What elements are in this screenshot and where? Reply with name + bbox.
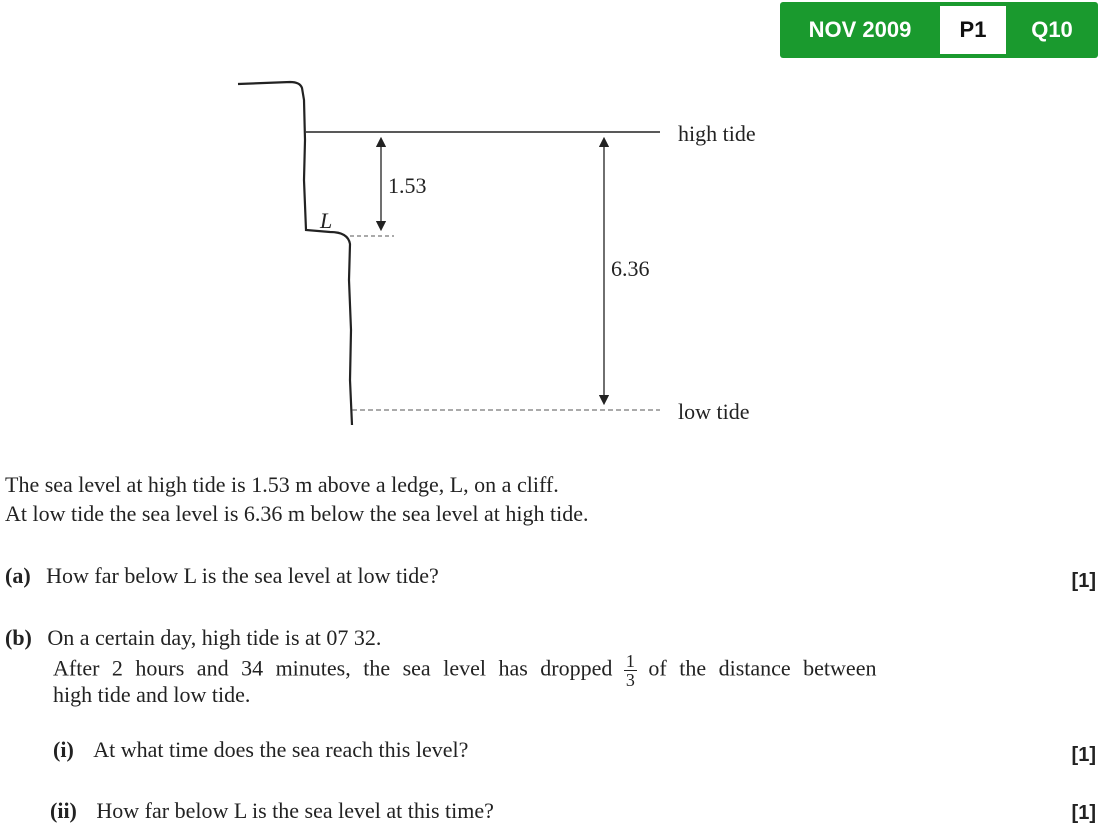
part-b-ii-text: How far below L is the sea level at this time?	[96, 798, 494, 823]
badge-session: NOV 2009	[808, 17, 912, 42]
part-b-i-label: (i)	[53, 737, 74, 762]
part-b-text-2b: of the distance between	[648, 655, 877, 681]
intro-line-2: At low tide the sea level is 6.36 m below the sea level at high tide.	[5, 501, 589, 526]
part-b-text-1: On a certain day, high tide is at 07 32.	[47, 625, 382, 650]
part-b-ii	[50, 796, 494, 825]
part-a-text: How far below L is the sea level at low tide?	[46, 563, 439, 588]
intro-line-1: The sea level at high tide is 1.53 m above a ledge, L, on a cliff.	[5, 472, 559, 497]
one-third-fraction	[624, 652, 637, 689]
part-b-i-text: At what time does the sea reach this level?	[93, 737, 469, 762]
part-b-ii-label: (ii)	[50, 798, 77, 823]
low-tide-label: low tide	[678, 399, 750, 424]
part-b-i	[53, 735, 468, 764]
part-a-label: (a)	[5, 563, 31, 588]
part-b-ii-marks: [1]	[1071, 802, 1096, 824]
ledge-distance-value: 1.53	[388, 173, 427, 198]
part-b-text-2a: After 2 hours and 34 minutes, the sea level has dropped	[53, 655, 613, 681]
cliff-outline	[238, 82, 352, 425]
part-b-i-marks: [1]	[1071, 744, 1096, 766]
part-b-line-1	[5, 623, 381, 652]
question-badge	[780, 2, 1098, 58]
part-a	[5, 561, 439, 590]
fraction-numerator: 1	[625, 651, 635, 671]
part-a-marks: [1]	[1071, 570, 1096, 592]
part-b-line-3: high tide and low tide.	[53, 682, 251, 707]
badge-paper: P1	[940, 6, 1006, 54]
badge-question: Q10	[1031, 17, 1073, 42]
ledge-label: L	[320, 208, 333, 233]
part-b-label: (b)	[5, 625, 32, 650]
fraction-denominator: 3	[625, 670, 635, 690]
high-tide-label: high tide	[678, 121, 756, 146]
cliff-diagram	[0, 0, 800, 440]
tide-range-value: 6.36	[611, 256, 650, 281]
